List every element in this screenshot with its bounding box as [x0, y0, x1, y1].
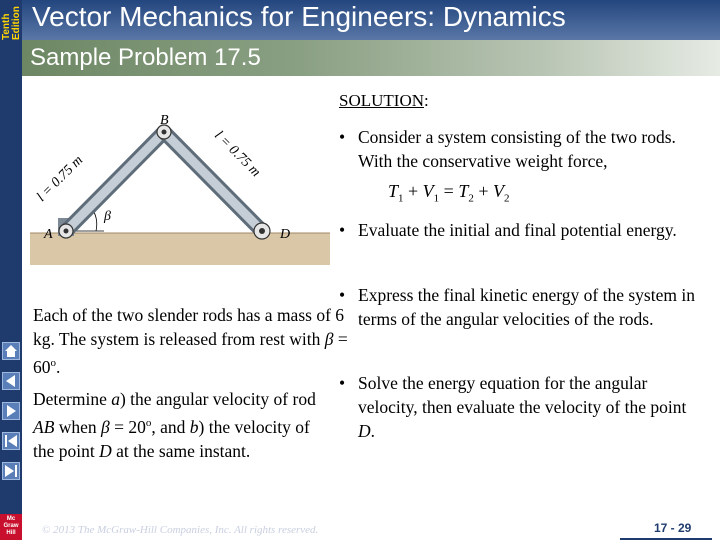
home-icon [3, 343, 19, 359]
arrow-left-icon [3, 373, 19, 389]
edition-badge [0, 0, 22, 42]
copyright: © 2013 The McGraw-Hill Companies, Inc. All rights reserved. [42, 524, 319, 536]
rods-figure [30, 90, 330, 265]
solution-bullet-3: • Express the final kinetic energy of the system in terms of the angular velocities of the rods. [339, 285, 695, 329]
last-nav-button[interactable] [2, 462, 20, 480]
left-rod-length: l = 0.75 m [34, 152, 87, 205]
page-number: 17 - 29 [654, 521, 692, 535]
label-b: B [160, 113, 169, 128]
arrow-right-icon [3, 403, 19, 419]
home-nav-button[interactable] [2, 342, 20, 360]
skip-back-icon [3, 433, 19, 449]
next-nav-button[interactable] [2, 402, 20, 420]
edition-line1: Tenth [1, 13, 12, 40]
energy-equation: $T_1 + V_1 = T_2 + V_2$ [388, 181, 510, 205]
publisher-logo: Mc Graw Hill [0, 514, 22, 540]
previous-nav-button[interactable] [2, 372, 20, 390]
label-d: D [280, 227, 291, 242]
problem-statement-2: Determine a) the angular velocity of rod AB when $\beta = 20^o$, and b) the velocity of the point D at the same instant. [33, 389, 316, 461]
solution-bullet-2: • Evaluate the initial and final potential energy. [339, 220, 677, 240]
solution-heading: SOLUTION: [339, 91, 429, 110]
label-beta: β [104, 209, 111, 224]
subtitle-bar [22, 40, 720, 76]
edition-line2: Edition [11, 6, 22, 40]
problem-statement-1: Each of the two slender rods has a mass of 6 kg. The system is released from rest with $\beta = 60^o$. [33, 305, 348, 377]
page-title: Vector Mechanics for Engineers: Dynamics [32, 1, 566, 32]
first-nav-button[interactable] [2, 432, 20, 450]
solution-bullet-4: • Solve the energy equation for the angular velocity, then evaluate the velocity of the point D. [339, 373, 687, 441]
label-a: A [44, 227, 53, 242]
solution-bullet-1: • Consider a system consisting of the two rods. With the conservative weight force, [339, 127, 676, 171]
right-rod-length: l = 0.75 m [211, 128, 264, 181]
skip-forward-icon [3, 463, 19, 479]
title-bar [22, 0, 720, 40]
sidebar [0, 0, 22, 540]
page-subtitle: Sample Problem 17.5 [30, 44, 261, 71]
